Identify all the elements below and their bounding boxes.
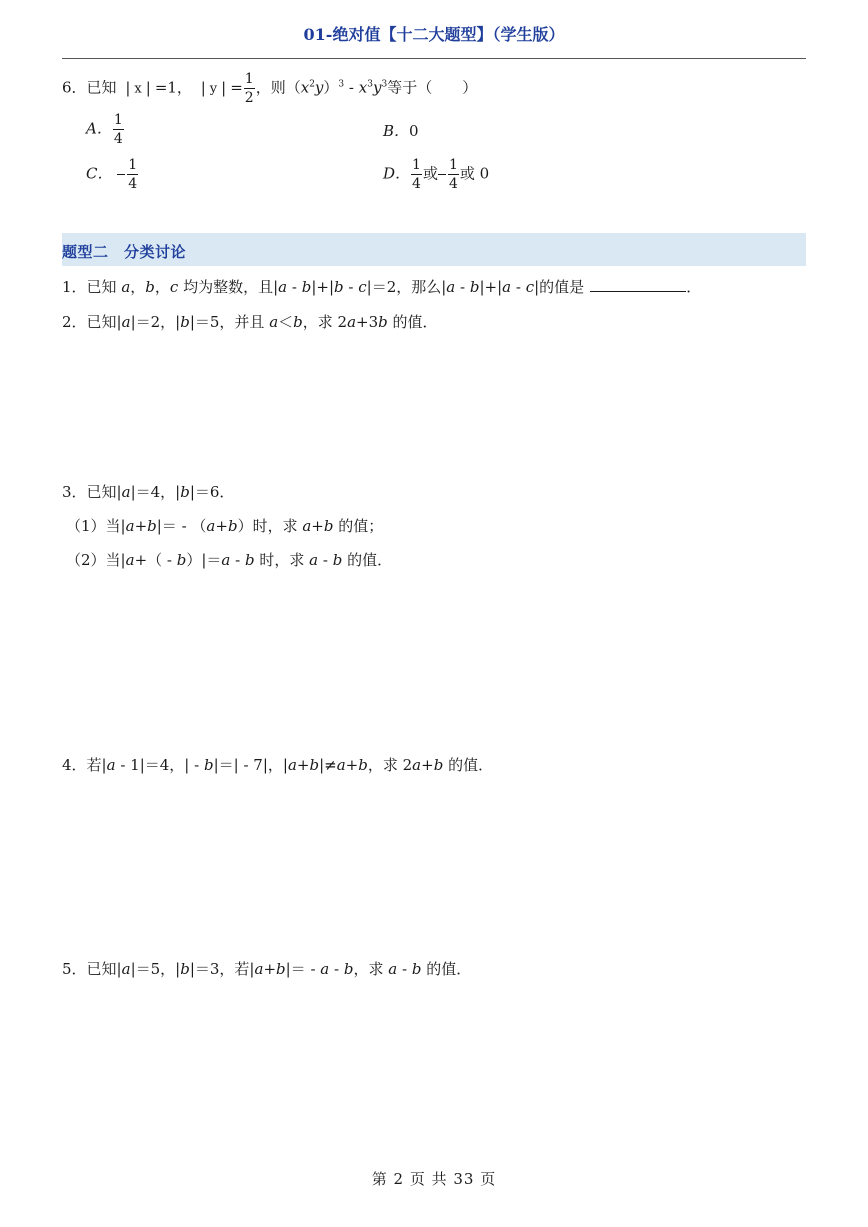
- question-1: 1．已知 a，b，c 均为整数，且|a - b|+|b - c|＝2，那么|a - b|+|a - c|的值是 ．: [62, 278, 702, 296]
- section-title: 题型二 分类讨论: [62, 243, 187, 261]
- question-5: 5．已知|a|＝5，|b|＝3，若|a+b|＝ - a - b，求 a - b 的值．: [62, 960, 472, 978]
- option-d[interactable]: D． $\frac{1}{4}$ 或 $\frac{1}{4}$ 或 0: [383, 157, 490, 192]
- question-number: 6．: [62, 78, 87, 97]
- question-2: 2．已知|a|＝2，|b|＝5，并且 a＜b，求 2a+3b 的值．: [62, 313, 438, 331]
- option-c[interactable]: C． $\frac{1}{4}$: [86, 157, 138, 192]
- question-6-stem: 6．已知 | x | =1， | y | = $\frac{1}{2}$ ，则$(x^2y)^3 - x^3y^3$等于（ ）: [62, 71, 478, 106]
- section-heading-band: [62, 233, 806, 266]
- question-4: 4．若|a - 1|＝4，| - b|＝| - 7|，|a+b|≠a+b，求 2a+b 的值．: [62, 756, 494, 774]
- answer-blank[interactable]: [590, 277, 686, 292]
- fraction-one-half: $\frac{1}{2}$: [244, 71, 254, 106]
- question-3-part-2: （2）当|a+（ - b）|＝a - b 时，求 a - b 的值．: [66, 551, 393, 569]
- option-b[interactable]: B．0: [383, 122, 419, 140]
- question-3-part-1: （1）当|a+b|＝ - （a+b）时，求 a+b 的值；: [66, 517, 384, 535]
- fraction-one-quarter: $\frac{1}{4}$: [412, 157, 421, 192]
- fraction-one-quarter: $\frac{1}{4}$: [128, 157, 138, 192]
- page-footer: 第 2 页 共 33 页: [371, 1170, 497, 1188]
- minus-sign: [117, 174, 125, 175]
- minus-sign: [438, 174, 446, 175]
- question-3: 3．已知|a|＝4，|b|＝6．: [62, 483, 235, 501]
- page-header-title: 01-绝对值【十二大题型】（学生版）: [303, 25, 565, 44]
- fraction-one-quarter: $\frac{1}{4}$: [113, 112, 123, 147]
- fraction-one-quarter: $\frac{1}{4}$: [448, 157, 458, 192]
- header-divider: [62, 58, 806, 59]
- option-a[interactable]: A． $\frac{1}{4}$: [86, 112, 123, 147]
